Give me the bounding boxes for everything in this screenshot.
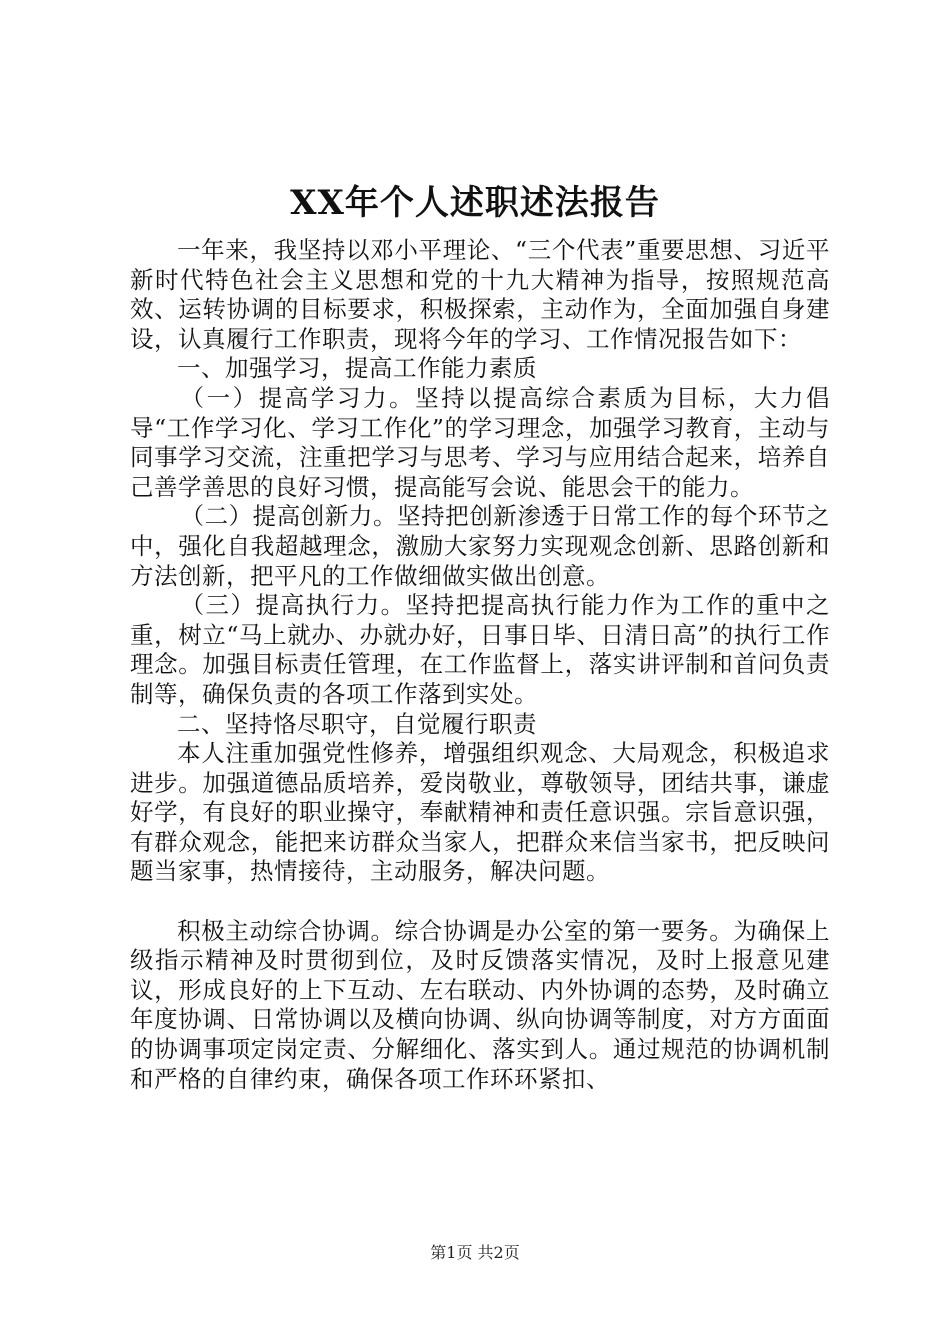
body-paragraph-coordination: 积极主动综合协调。综合协调是办公室的第一要务。为确保上级指示精神及时贯彻到位，及时反馈落实情况，及时上报意见建议，形成良好的上下互动、左右联动、内外协调的态势，及时确立年度协调、日常协调以及横向协调、纵向协调等制度，对方方面面的协调事项定岗定责、分解细化、落实到人。通过规范的协调机制和严格的自律约束，确保各项工作环环紧扣、: [130, 916, 830, 1093]
page-footer: 第1页 共2页: [430, 1243, 520, 1262]
section-heading-1: 一、加强学习，提高工作能力素质: [177, 354, 537, 383]
intro-paragraph: 一年来，我坚持以邓小平理论、“三个代表”重要思想、习近平新时代特色社会主义思想和党的十九大精神为指导，按照规范高效、运转协调的目标要求，积极探索，主动作为，全面加强自身建设，认真履行工作职责，现将今年的学习、工作情况报告如下：: [130, 236, 830, 353]
subsection-paragraph-2: （二）提高创新力。坚持把创新渗透于日常工作的每个环节之中，强化自我超越理念，激励大家努力实现观念创新、思路创新和方法创新，把平凡的工作做细做实做出创意。: [130, 502, 830, 590]
document-title: XX年个人述职述法报告: [290, 183, 660, 223]
paragraph-spacer: [130, 887, 830, 917]
section-heading-2: 二、坚持恪尽职守，自觉履行职责: [177, 709, 537, 738]
body-paragraph-duty: 本人注重加强党性修养，增强组织观念、大局观念，积极追求进步。加强道德品质培养，爱岗敬业，尊敬领导，团结共事，谦虚好学，有良好的职业操守，奉献精神和责任意识强。宗旨意识强，有群众观念，能把来访群众当家人，把群众来信当家书，把反映问题当家事，热情接待，主动服务，解决问题。: [130, 739, 830, 886]
document-body: [130, 236, 830, 1094]
subsection-paragraph-1: （一）提高学习力。坚持以提高综合素质为目标，大力倡导“工作学习化、学习工作化”的学习理念，加强学习教育，主动与同事学习交流，注重把学习与思考、学习与应用结合起来，培养自己善学善思的良好习惯，提高能写会说、能思会干的能力。: [130, 383, 830, 501]
subsection-paragraph-3: （三）提高执行力。坚持把提高执行能力作为工作的重中之重，树立“马上就办、办就办好，日事日毕、日清日高”的执行工作理念。加强目标责任管理，在工作监督上，落实讲评制和首问负责制等，确保负责的各项工作落到实处。: [130, 591, 830, 708]
